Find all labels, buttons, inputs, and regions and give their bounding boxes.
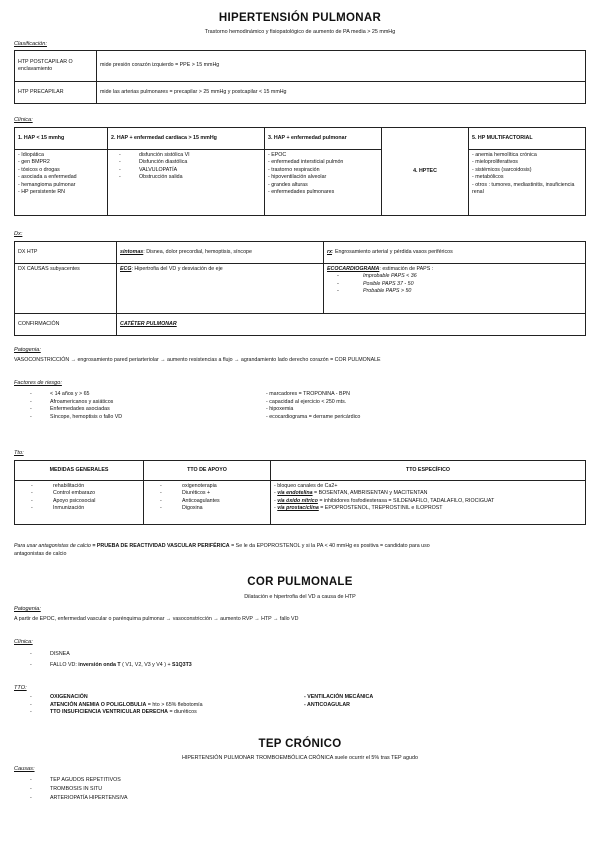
cor-pato-text: A partir de EPOC, enfermedad vascular o parénquima pulmonar → vasoconstricción → aumento RVP → HTP → fallo VD xyxy=(14,616,299,622)
list-item: - TROMBOSIS IN SITU xyxy=(30,786,103,792)
list-item: - Afroamericanos y asiáticos xyxy=(30,398,114,405)
list-item: - asociada a enfermedad xyxy=(18,174,77,181)
hp-subtitle: Trastorno hemodinámico y fisiopatológico de aumento de PA media > 25 mmHg xyxy=(204,29,396,35)
cor-subtitle: Dilatación e hipertrofia del VD a causa de HTP xyxy=(244,594,356,600)
list-item: - sistémicos (sarcoidosis) xyxy=(472,166,532,173)
tep-heading: Causas: xyxy=(14,766,35,772)
list-item: - < 14 años y > 65 xyxy=(30,391,90,397)
list-item: - Posible PAPS 37 - 50 xyxy=(337,280,414,287)
list-item: - hipoxemia xyxy=(266,406,294,413)
page-title: HIPERTENSIÓN PULMONAR xyxy=(218,12,382,24)
list-item: - Síncope, hemoptisis o fallo VD xyxy=(30,413,123,420)
antag-text: Para usar antagonistas de calcio = PRUEBA DE REACTIVIDAD VASCULAR PERIFÉRICA = Se le da EPOPROSTENOL y si la PA < 40 mmHg es positiva = candidato para uso antagonistas de calcio xyxy=(14,543,430,557)
tep-title: TEP CRÓNICO xyxy=(258,738,342,750)
tto-col-title: TTO ESPECÍFICO xyxy=(271,461,586,481)
tto-esp-list xyxy=(271,481,586,525)
dx-eco: ECOCARDIOGRAMA: estimación de PAPS : - Improbable PAPS < 36 - Posible PAPS 37 - 50 - Probable PAPS > 50 xyxy=(324,264,586,314)
tto-col-title: MEDIDAS GENERALES xyxy=(15,461,144,481)
list-item: - vía endotelina = BOSENTAN, AMBRISENTAN y MACITENTAN xyxy=(274,490,428,497)
clinica-col-title: 3. HAP + enfermedad pulmonar xyxy=(265,128,382,150)
tto-list xyxy=(144,481,271,525)
list-item: - grandes alturas xyxy=(268,181,308,188)
list-item: - anemia hemolítica crónica xyxy=(472,152,537,158)
list-item: - metabólicos xyxy=(472,174,504,181)
list-item: - trastorno respiración xyxy=(268,166,320,173)
clinica-col-title: 2. HAP + enfermedad cardíaca > 15 mmHg xyxy=(108,128,265,150)
list-item: - Inmunización xyxy=(31,505,85,512)
dx-heading: Dx: xyxy=(14,231,23,237)
list-item: - Apoyo psicosocial xyxy=(31,497,96,504)
list-item: - disfunción sistólica VI xyxy=(119,152,190,158)
cor-pato-heading: Patogenia: xyxy=(14,606,41,612)
clasif-heading: Clasificación: xyxy=(14,41,47,47)
list-item: - Control embarazo xyxy=(31,490,96,497)
clasif-table xyxy=(14,50,586,104)
clasif-name: HTP PRECAPILAR xyxy=(15,82,97,104)
list-item: - gen BMPR2 xyxy=(18,159,50,166)
riesgo-left xyxy=(30,391,122,421)
clinica-table xyxy=(14,127,586,216)
list-item: - enfermedad intersticial pulmón xyxy=(268,159,344,166)
cor-tto-left xyxy=(30,694,203,717)
dx-label: DX CAUSAS subyacentes xyxy=(15,264,117,314)
dx-sintomas: síntomas: Disnea, dolor precordial, hemoptisis, síncope xyxy=(117,242,324,264)
dx-label: CONFIRMACIÓN xyxy=(15,314,117,336)
list-item: - Anticoagulantes xyxy=(160,497,220,504)
list-item: - TTO INSUFICIENCIA VENTRICULAR DERECHA = diuréticos xyxy=(30,709,197,716)
tto-heading: Tto: xyxy=(14,450,24,456)
dx-confirm: CATÉTER PULMONAR xyxy=(117,314,586,336)
list-item: - vía óxido nítrico = inhibidores fosfodiesterasa = SILDENAFILO, TADALAFILO, RIOCIGUAT xyxy=(274,497,495,504)
list-item: - Improbable PAPS < 36 xyxy=(337,273,417,280)
list-item: - EPOC xyxy=(268,152,287,158)
dx-ecg: ECG: Hipertrofia del VD y desviación de eje xyxy=(117,264,324,314)
list-item: - DISNEA xyxy=(30,651,70,657)
clinica-heading: Clínica: xyxy=(14,117,33,123)
list-item: - ecocardiograma = derrame pericárdico xyxy=(266,413,361,420)
list-item: - vía prostaciclina = EPOPROSTENOL, TREPROSTINIL e ILOPROST xyxy=(274,505,443,512)
list-item: - Obstrucción salida xyxy=(119,174,183,181)
list-item: - enfermedades pulmonares xyxy=(268,189,335,196)
list-item: - TEP AGUDOS REPETITIVOS xyxy=(30,777,121,783)
clinica-list xyxy=(469,150,586,216)
list-item: - mieloproliferativos xyxy=(472,159,518,166)
tto-col-title: TTO DE APOYO xyxy=(144,461,271,481)
list-item: - VALVULOPATÍA xyxy=(119,166,178,173)
clinica-list xyxy=(15,150,108,216)
tep-subtitle: HIPERTENSIÓN PULMONAR TROMBOEMBÓLICA CRÓNICA suele ocurrir el 5% tras TEP agudo xyxy=(182,755,418,761)
dx-label: DX HTP xyxy=(15,242,117,264)
list-item: - capacidad al ejercicio < 250 mts. xyxy=(266,398,347,405)
clasif-desc: mide presión corazón izquierdo = PPE > 15 mmHg xyxy=(97,51,586,82)
list-item: - Enfermedades asociadas xyxy=(30,406,110,413)
list-item: - FALLO VD: inversión onda T ( V1, V2, V3 y V4 ) + S1Q3T3 xyxy=(30,662,192,668)
list-item: - Diuréticos + xyxy=(160,490,211,497)
cor-tto-right xyxy=(304,694,373,709)
cor-tto-heading: TTO: xyxy=(14,685,27,691)
pato-text: VASOCONSTRICCIÓN → engrosamiento pared periarteriolar → aumento resistencias a flujo → agrandamiento lado derecho corazón = COR PULMONALE xyxy=(14,357,381,363)
cor-clin-list xyxy=(30,649,192,671)
riesgo-heading: Factores de riesgo: xyxy=(14,380,62,386)
tto-table xyxy=(14,460,586,525)
clinica-col-title: 5. HP MULTIFACTORIAL xyxy=(469,128,586,150)
list-item: - HP persistente RN xyxy=(18,189,66,196)
list-item: - tóxicos o drogas xyxy=(18,166,60,173)
list-item: - hipoventilación alveolar xyxy=(268,174,327,181)
pato-heading: Patogenia: xyxy=(14,347,41,353)
cor-title: COR PULMONALE xyxy=(247,576,353,588)
clinica-col-title: 4. HPTEC xyxy=(382,128,469,216)
list-item: - marcadores = TROPONINA - BPN xyxy=(266,391,350,397)
list-item: - rehabilitación xyxy=(31,483,85,489)
list-item: - Disfunción diastólica xyxy=(119,159,188,166)
list-item: - Digoxina xyxy=(160,505,203,512)
tep-list xyxy=(30,776,128,803)
clasif-name: HTP POSTCAPILAR O enclavamiento xyxy=(15,51,97,82)
clinica-list xyxy=(265,150,382,216)
list-item: - bloqueo canales de Ca2+ xyxy=(274,483,338,489)
list-item: - ANTICOAGULAR xyxy=(304,701,350,708)
list-item: - Idiopática xyxy=(18,152,44,158)
clinica-list xyxy=(108,150,265,216)
list-item: - ARTERIOPATÍA HIPERTENSIVA xyxy=(30,795,128,801)
dx-rx: rx: Engrosamiento arterial y pérdida vasos periféricos xyxy=(324,242,586,264)
list-item: - oxigenoterapia xyxy=(160,483,217,489)
list-item: - Probable PAPS > 50 xyxy=(337,288,412,295)
cor-clin-heading: Clínica: xyxy=(14,639,33,645)
list-item: - ATENCIÓN ANEMIA O POLIGLOBULIA = hto > 65% flebotomía xyxy=(30,701,203,708)
list-item: - OXIGENACIÓN xyxy=(30,694,88,700)
dx-table xyxy=(14,241,586,336)
clasif-desc: mide las arterias pulmonares = precapilar > 25 mmHg y postcapilar < 15 mmHg xyxy=(97,82,586,104)
list-item: - VENTILACIÓN MECÁNICA xyxy=(304,694,374,700)
tto-list xyxy=(15,481,144,525)
riesgo-right xyxy=(266,391,360,421)
list-item: - otros : tumores, mediastinitis, insuficiencia renal xyxy=(472,181,575,196)
clinica-col-title: 1. HAP < 15 mmhg xyxy=(15,128,108,150)
list-item: - hemangioma pulmonar xyxy=(18,181,76,188)
